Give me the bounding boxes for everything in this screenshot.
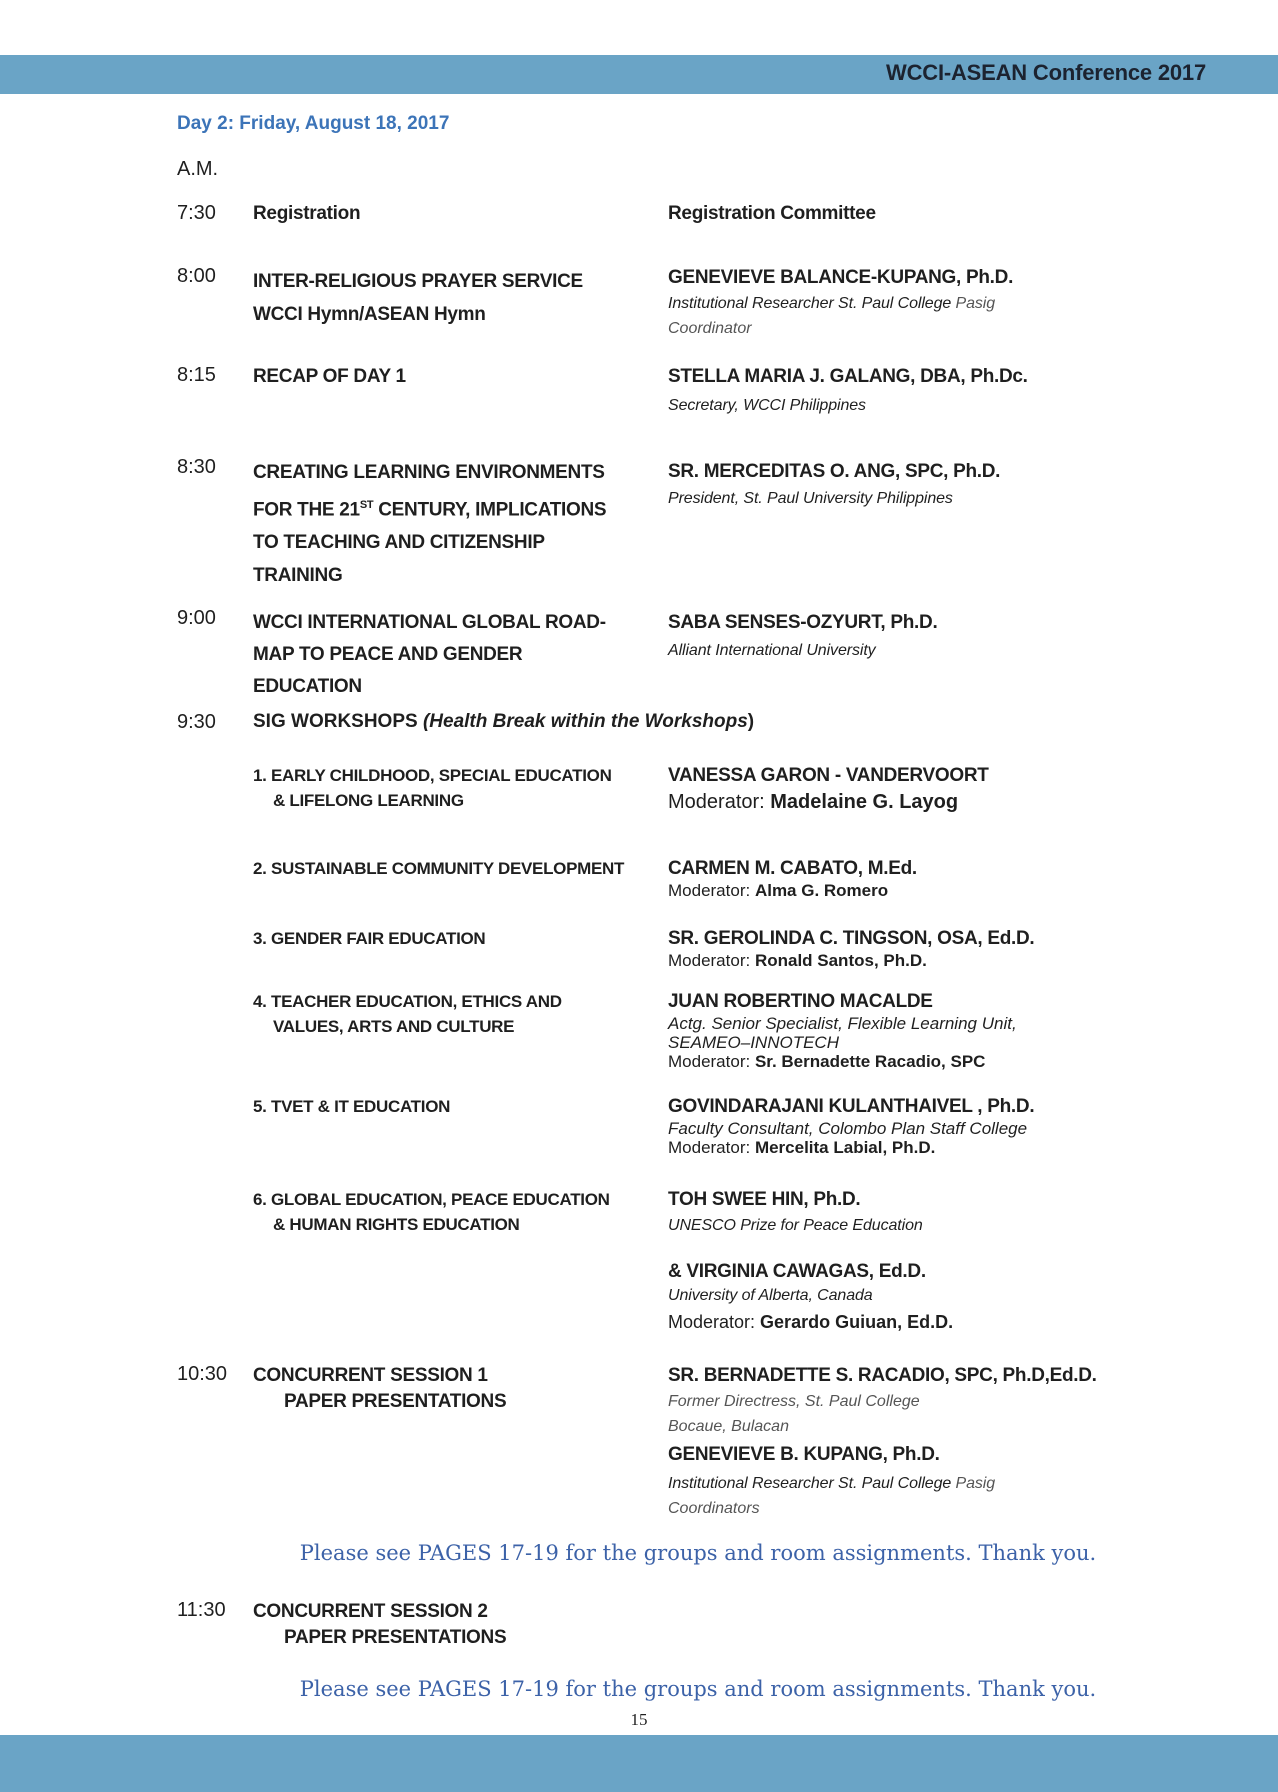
speaker-role: UNESCO Prize for Peace Education — [668, 1217, 923, 1234]
speaker-block — [668, 1094, 1228, 1158]
speaker-name: SR. BERNADETTE S. RACADIO, SPC, Ph.D,Ed.D. — [668, 1365, 1097, 1386]
event-line-part: CENTURY, IMPLICATIONS — [373, 499, 607, 521]
speaker-name: VANESSA GARON - VANDERVOORT — [668, 765, 989, 786]
speaker-block — [668, 456, 1228, 511]
header-band — [0, 55, 1278, 94]
room-assignment-note — [0, 1541, 1278, 1565]
event-line: CREATING LEARNING ENVIRONMENTS — [253, 462, 605, 483]
event-title — [253, 1599, 653, 1651]
speaker-name: GENEVIEVE BALANCE-KUPANG, Ph.D. — [668, 267, 1014, 288]
speaker-block — [668, 202, 1228, 226]
moderator-name: Alma G. Romero — [754, 881, 889, 900]
sig-close: ) — [747, 711, 755, 732]
speaker-role: SEAMEO–INNOTECH — [668, 1033, 839, 1052]
speaker-role — [668, 291, 1228, 316]
moderator-label: Moderator: — [668, 951, 755, 970]
event-line: TO TEACHING AND CITIZENSHIP — [253, 532, 545, 554]
event-line: CONCURRENT SESSION 1 — [253, 1365, 488, 1386]
workshop-title — [253, 926, 673, 951]
speaker-role: President, St. Paul University Philippines — [668, 490, 953, 507]
speaker-role: Actg. Senior Specialist, Flexible Learning Unit, — [668, 1014, 1017, 1033]
workshop-line: 2. SUSTAINABLE COMMUNITY DEVELOPMENT — [253, 859, 625, 878]
event-line: INTER-RELIGIOUS PRAYER SERVICE — [253, 271, 583, 292]
time: 8:15 — [177, 364, 216, 386]
footer-band — [0, 1735, 1278, 1792]
moderator-label: Moderator: — [668, 881, 755, 900]
speaker-name: SR. GEROLINDA C. TINGSON, OSA, Ed.D. — [668, 928, 1035, 949]
role-text: Institutional Researcher St. Paul College — [668, 1475, 952, 1492]
day-title: Day 2: Friday, August 18, 2017 — [177, 113, 450, 134]
event-line: CONCURRENT SESSION 2 — [253, 1601, 488, 1622]
speaker-block — [668, 926, 1228, 971]
moderator-name: Ronald Santos, Ph.D. — [754, 951, 927, 970]
workshop-line: 4. TEACHER EDUCATION, ETHICS AND — [253, 992, 562, 1011]
sig-note: (Health Break within the Workshops — [422, 711, 748, 732]
speaker-role-2: Coordinators — [668, 1500, 760, 1517]
role-tail: Pasig — [955, 1475, 996, 1492]
time: 8:30 — [177, 456, 216, 478]
event-line: PAPER PRESENTATIONS — [284, 1391, 507, 1412]
workshop-line: VALUES, ARTS AND CULTURE — [273, 1017, 515, 1036]
event-line — [253, 489, 653, 526]
speaker-block — [668, 607, 1228, 663]
moderator — [668, 1052, 1228, 1072]
workshop-line: & LIFELONG LEARNING — [273, 791, 464, 810]
speaker-role: Alliant International University — [668, 642, 876, 659]
event-line: MAP TO PEACE AND GENDER — [253, 644, 523, 665]
speaker-block — [668, 265, 1228, 341]
time: 8:00 — [177, 265, 216, 287]
note-text: Please see PAGES 17-19 for the groups and room assignments. Thank you. — [299, 1677, 1097, 1701]
event-title — [253, 711, 754, 733]
moderator — [668, 951, 1228, 971]
speaker-role: Former Directress, St. Paul College — [668, 1393, 920, 1410]
moderator — [668, 881, 1228, 901]
room-assignment-note — [0, 1677, 1278, 1701]
event-title — [253, 456, 653, 592]
speaker-block — [668, 763, 1228, 816]
workshop-line: 5. TVET & IT EDUCATION — [253, 1097, 451, 1116]
speaker-block — [668, 856, 1228, 901]
ordinal-suffix: ST — [359, 499, 374, 511]
workshop-line: 1. EARLY CHILDHOOD, SPECIAL EDUCATION — [253, 766, 612, 785]
event-title — [253, 265, 653, 331]
am-label: A.M. — [177, 158, 219, 180]
moderator-name: Madelaine G. Layog — [770, 791, 959, 813]
speaker-block — [668, 364, 1228, 418]
speaker-role: University of Alberta, Canada — [668, 1287, 873, 1304]
role-text: Institutional Researcher St. Paul College — [668, 295, 952, 312]
workshop-title — [253, 1187, 673, 1237]
moderator-label: Moderator: — [668, 791, 771, 813]
workshop-title — [253, 989, 673, 1039]
moderator-label: Moderator: — [668, 1138, 755, 1157]
workshop-title — [253, 856, 673, 881]
speaker-name: & VIRGINIA CAWAGAS, Ed.D. — [668, 1261, 926, 1282]
time: 10:30 — [177, 1363, 228, 1385]
speaker-name: STELLA MARIA J. GALANG, DBA, Ph.Dc. — [668, 366, 1028, 387]
moderator — [668, 788, 1228, 816]
speaker-name: Registration Committee — [668, 203, 876, 224]
event-title: Registration — [253, 203, 361, 224]
event-line: WCCI Hymn/ASEAN Hymn — [253, 304, 486, 325]
event-line: PAPER PRESENTATIONS — [284, 1627, 507, 1648]
moderator-name: Sr. Bernadette Racadio, SPC — [754, 1052, 986, 1071]
workshop-title — [253, 1094, 673, 1119]
role-tail: Pasig — [955, 295, 996, 312]
speaker-block — [668, 1363, 1228, 1521]
moderator-name: Gerardo Guiuan, Ed.D. — [760, 1312, 954, 1332]
speaker-role: Faculty Consultant, Colombo Plan Staff College — [668, 1119, 1028, 1138]
moderator — [668, 1308, 1228, 1336]
speaker-role: Bocaue, Bulacan — [668, 1418, 789, 1435]
speaker-name: SR. MERCEDITAS O. ANG, SPC, Ph.D. — [668, 461, 1001, 482]
time: 11:30 — [177, 1599, 226, 1621]
workshop-line: & HUMAN RIGHTS EDUCATION — [273, 1215, 520, 1234]
event-title: RECAP OF DAY 1 — [253, 366, 406, 387]
speaker-block — [668, 1187, 1228, 1336]
moderator-label: Moderator: — [668, 1312, 761, 1332]
workshop-title — [253, 763, 673, 813]
speaker-name: CARMEN M. CABATO, M.Ed. — [668, 858, 917, 879]
conference-title: WCCI-ASEAN Conference 2017 — [886, 60, 1206, 85]
event-title — [253, 1363, 653, 1415]
speaker-role: Secretary, WCCI Philippines — [668, 397, 866, 414]
speaker-block — [668, 989, 1228, 1072]
event-line: EDUCATION — [253, 676, 362, 697]
note-text: Please see PAGES 17-19 for the groups and room assignments. Thank you. — [299, 1541, 1097, 1565]
moderator-name: Mercelita Labial, Ph.D. — [754, 1138, 936, 1157]
speaker-name: JUAN ROBERTINO MACALDE — [668, 991, 933, 1012]
page-number: 15 — [630, 1710, 648, 1729]
event-line: WCCI INTERNATIONAL GLOBAL ROAD- — [253, 612, 606, 633]
event-title — [253, 607, 653, 703]
event-line: TRAINING — [253, 565, 343, 587]
event-line-part: FOR THE 21 — [253, 499, 360, 521]
speaker-name: GENEVIEVE B. KUPANG, Ph.D. — [668, 1444, 940, 1465]
speaker-name: SABA SENSES-OZYURT, Ph.D. — [668, 612, 938, 633]
time: 9:00 — [177, 607, 216, 629]
sig-label: SIG WORKSHOPS — [253, 711, 423, 732]
moderator — [668, 1138, 1228, 1158]
moderator-label: Moderator: — [668, 1052, 755, 1071]
speaker-role — [668, 1471, 1228, 1496]
workshop-line: 3. GENDER FAIR EDUCATION — [253, 929, 486, 948]
workshop-line: 6. GLOBAL EDUCATION, PEACE EDUCATION — [253, 1190, 610, 1209]
time: 9:30 — [177, 711, 216, 733]
speaker-role-2: Coordinator — [668, 320, 752, 337]
speaker-name: TOH SWEE HIN, Ph.D. — [668, 1189, 861, 1210]
speaker-name: GOVINDARAJANI KULANTHAIVEL , Ph.D. — [668, 1096, 1035, 1117]
time: 7:30 — [177, 202, 216, 224]
